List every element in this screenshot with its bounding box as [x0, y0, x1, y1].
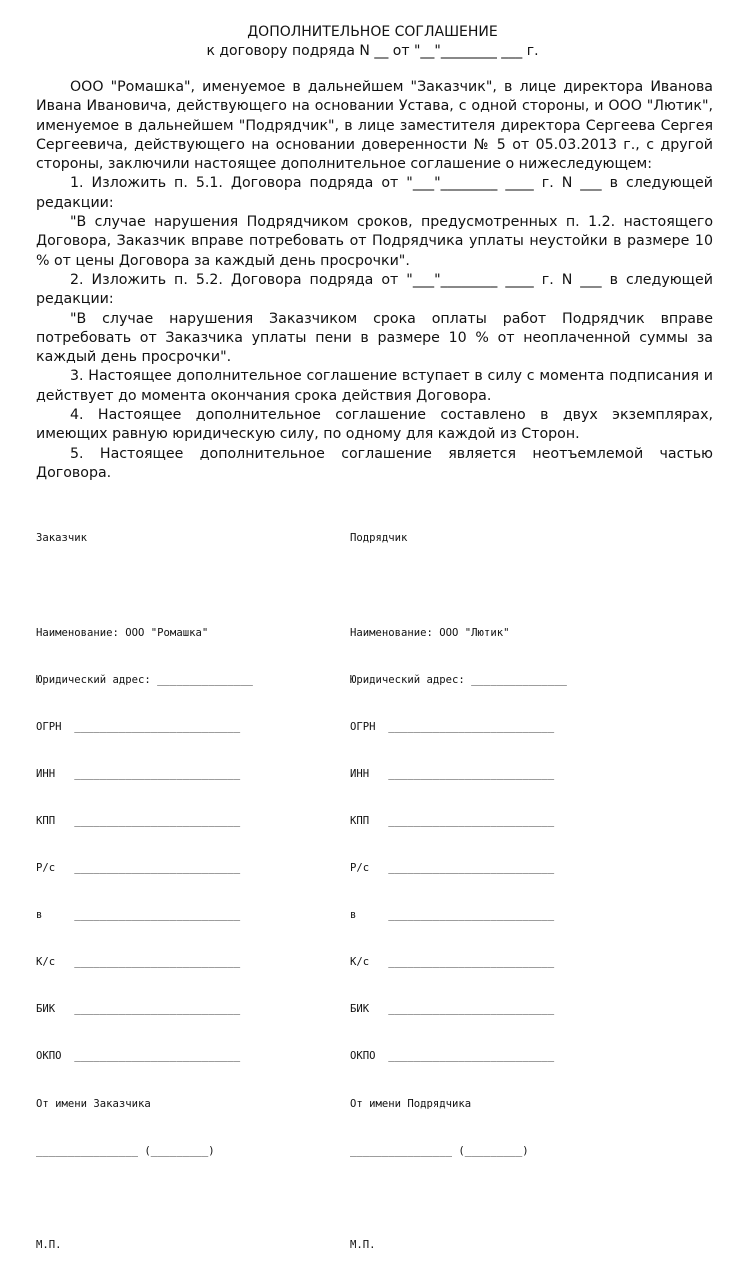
customer-bank: в __________________________	[36, 909, 241, 922]
contractor-stamp-place: М.П.	[350, 1238, 376, 1251]
clause-1-quote: "В случае нарушения Подрядчиком сроков, предусмотренных п. 1.2. настоящего Договора, Заказчик вправе потребовать от Подрядчика уплаты неустойки в размере 10 % от цены Договора за каждый день просрочки".	[36, 214, 713, 269]
customer-kpp: КПП __________________________	[36, 814, 241, 827]
document-subtitle: к договору подряда N __ от "__"________ ___ г.	[206, 43, 539, 59]
document-title: ДОПОЛНИТЕЛЬНОЕ СОГЛАШЕНИЕ	[247, 24, 498, 40]
contractor-kpp: КПП __________________________	[350, 814, 555, 827]
contractor-rs: Р/с __________________________	[350, 862, 555, 875]
clause-2-quote: "В случае нарушения Заказчиком срока оплаты работ Подрядчик вправе потребовать от Заказчика уплаты пени в размере 10 % от неоплаченной суммы за каждый день просрочки".	[36, 310, 713, 366]
contractor-name: Наименование: ООО "Лютик"	[350, 626, 510, 639]
intro-paragraph: ООО "Ромашка", именуемое в дальнейшем "Заказчик", в лице директора Иванова Ивана Ивановича, действующего на основании Устава, с одной стороны, и ООО "Лютик", именуемое в дальнейшем "Подрядчик", в лице заместителя директора Сергеева Сергея Сергеевича, действующего на основании доверенности № 5 от 05.03.2013 г., с другой стороны, заключили настоящее дополнительное соглашение о нижеследующем:	[36, 79, 713, 173]
customer-ogrn: ОГРН __________________________	[36, 720, 241, 733]
contractor-bik: БИК __________________________	[350, 1003, 555, 1016]
customer-address: Юридический адрес: _______________	[36, 673, 253, 686]
clause-4: 4. Настоящее дополнительное соглашение составлено в двух экземплярах, имеющих равную юридическую силу, по одному для каждой из Сторон.	[36, 407, 713, 443]
clause-3: 3. Настоящее дополнительное соглашение вступает в силу с момента подписания и действует до момента окончания срока действия Договора.	[36, 368, 713, 404]
contractor-requisites	[350, 500, 567, 1285]
clause-5: 5. Настоящее дополнительное соглашение является неотъемлемой частью Договора.	[36, 445, 713, 481]
customer-okpo: ОКПО __________________________	[36, 1050, 241, 1063]
customer-heading: Заказчик	[36, 532, 88, 545]
clause-1: 1. Изложить п. 5.1. Договора подряда от "___"________ ____ г. N ___ в следующей редакции:	[36, 175, 713, 211]
clause-2: 2. Изложить п. 5.2. Договора подряда от "___"________ ____ г. N ___ в следующей редакции:	[36, 271, 713, 308]
customer-signature-line: ________________ (_________)	[36, 1144, 215, 1157]
contractor-okpo: ОКПО __________________________	[350, 1050, 555, 1063]
customer-requisites	[36, 500, 253, 1285]
agreement-body	[36, 78, 713, 483]
contractor-heading: Подрядчик	[350, 532, 408, 545]
customer-rs: Р/с __________________________	[36, 862, 241, 875]
customer-stamp-place: М.П.	[36, 1238, 62, 1251]
customer-ks: К/с __________________________	[36, 956, 241, 969]
contractor-inn: ИНН __________________________	[350, 767, 555, 780]
customer-on-behalf: От имени Заказчика	[36, 1097, 151, 1110]
contractor-ogrn: ОГРН __________________________	[350, 720, 555, 733]
contractor-ks: К/с __________________________	[350, 956, 555, 969]
contractor-on-behalf: От имени Подрядчика	[350, 1097, 472, 1110]
contractor-address: Юридический адрес: _______________	[350, 673, 567, 686]
contractor-bank: в __________________________	[350, 909, 555, 922]
customer-bik: БИК __________________________	[36, 1003, 241, 1016]
customer-name: Наименование: ООО "Ромашка"	[36, 626, 209, 639]
contractor-signature-line: ________________ (_________)	[350, 1144, 529, 1157]
customer-inn: ИНН __________________________	[36, 767, 241, 780]
